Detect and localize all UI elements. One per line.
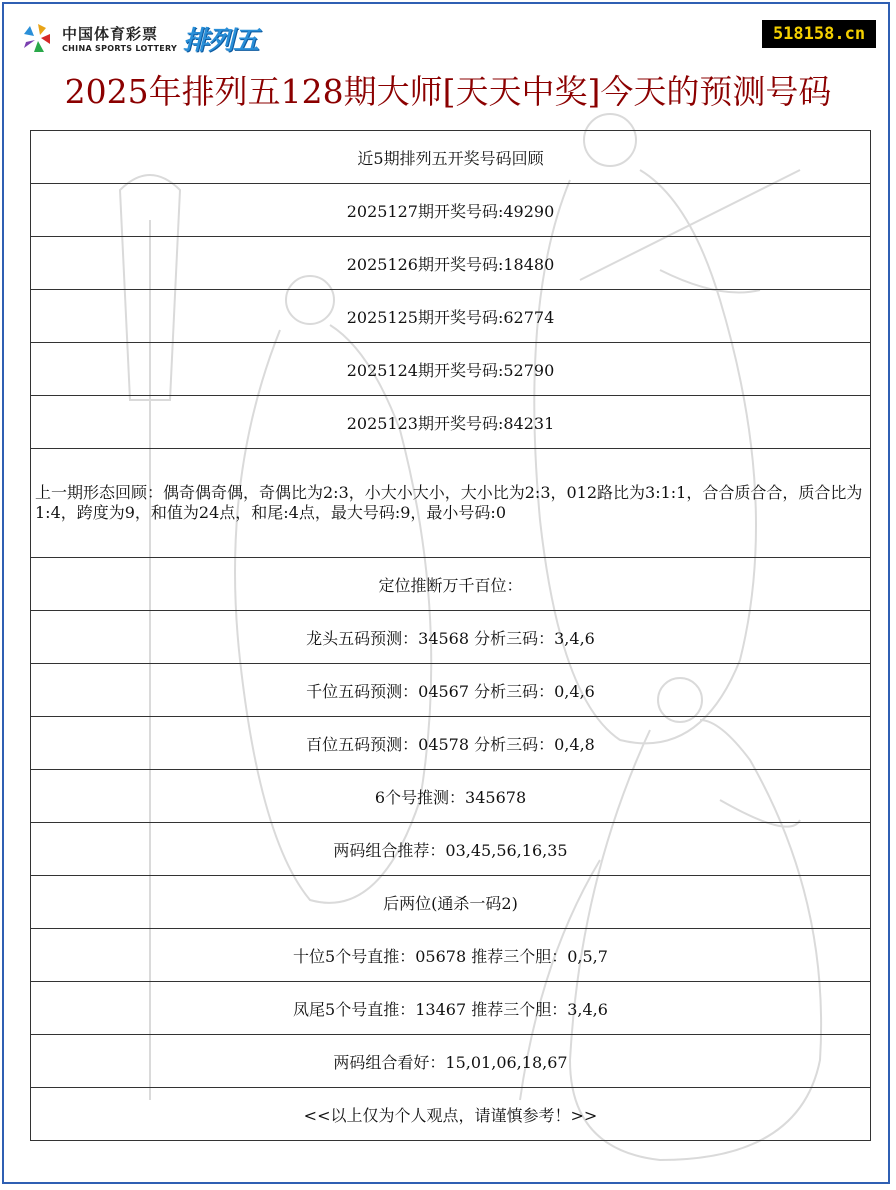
site-badge[interactable]: 518158.cn xyxy=(762,20,876,48)
table-row xyxy=(31,929,871,982)
table-row xyxy=(31,664,871,717)
table-row xyxy=(31,184,871,237)
draw-result-2025126: 2025126期开奖号码:18480 xyxy=(31,237,871,290)
last-draw-pattern-review: 上一期形态回顾：偶奇偶奇偶，奇偶比为2:3，小大小大小，大小比为2:3，012路比为3:1:1，合合质合合，质合比为1:4，跨度为9，和值为24点，和尾:4点，最大号码:9，最小号码:0 xyxy=(31,449,871,558)
table-row xyxy=(31,131,871,184)
table-row xyxy=(31,823,871,876)
table-row xyxy=(31,876,871,929)
disclaimer-row: <<以上仅为个人观点，请谨慎参考！>> xyxy=(31,1088,871,1141)
table-row xyxy=(31,237,871,290)
position-forecast-header: 定位推断万千百位： xyxy=(31,558,871,611)
table-row xyxy=(31,1088,871,1141)
draw-result-2025124: 2025124期开奖号码:52790 xyxy=(31,343,871,396)
logo-cn-text: 中国体育彩票 xyxy=(62,25,159,43)
table-row xyxy=(31,717,871,770)
table-row xyxy=(31,290,871,343)
draw-result-2025125: 2025125期开奖号码:62774 xyxy=(31,290,871,343)
two-digit-combo-recommend: 两码组合推荐：03,45,56,16,35 xyxy=(31,823,871,876)
table-row xyxy=(31,1035,871,1088)
table-row xyxy=(31,343,871,396)
lottery-star-icon xyxy=(20,20,56,56)
lead-five-forecast: 龙头五码预测：34568 分析三码：3,4,6 xyxy=(31,611,871,664)
tens-five-direct: 十位5个号直推：05678 推荐三个胆：0,5,7 xyxy=(31,929,871,982)
review-header-row: 近5期排列五开奖号码回顾 xyxy=(31,131,871,184)
table-row xyxy=(31,770,871,823)
two-digit-combo-favor: 两码组合看好：15,01,06,18,67 xyxy=(31,1035,871,1088)
table-row xyxy=(31,396,871,449)
table-row xyxy=(31,611,871,664)
draw-result-2025123: 2025123期开奖号码:84231 xyxy=(31,396,871,449)
draw-result-2025127: 2025127期开奖号码:49290 xyxy=(31,184,871,237)
table-row xyxy=(31,558,871,611)
thousands-five-forecast: 千位五码预测：04567 分析三码：0,4,6 xyxy=(31,664,871,717)
page-title: 2025年排列五128期大师[天天中奖]今天的预测号码 xyxy=(64,72,832,111)
hundreds-five-forecast: 百位五码预测：04578 分析三码：0,4,8 xyxy=(31,717,871,770)
logo-en-text: CHINA SPORTS LOTTERY xyxy=(62,44,178,53)
last-two-positions-header: 后两位(通杀一码2) xyxy=(31,876,871,929)
logo-game-name: 排列五 xyxy=(183,25,259,56)
six-number-forecast: 6个号推测：345678 xyxy=(31,770,871,823)
china-sports-lottery-logo xyxy=(20,18,258,58)
table-row xyxy=(31,982,871,1035)
tail-five-direct: 凤尾5个号直推：13467 推荐三个胆：3,4,6 xyxy=(31,982,871,1035)
prediction-table xyxy=(30,130,871,1141)
table-row xyxy=(31,449,871,558)
